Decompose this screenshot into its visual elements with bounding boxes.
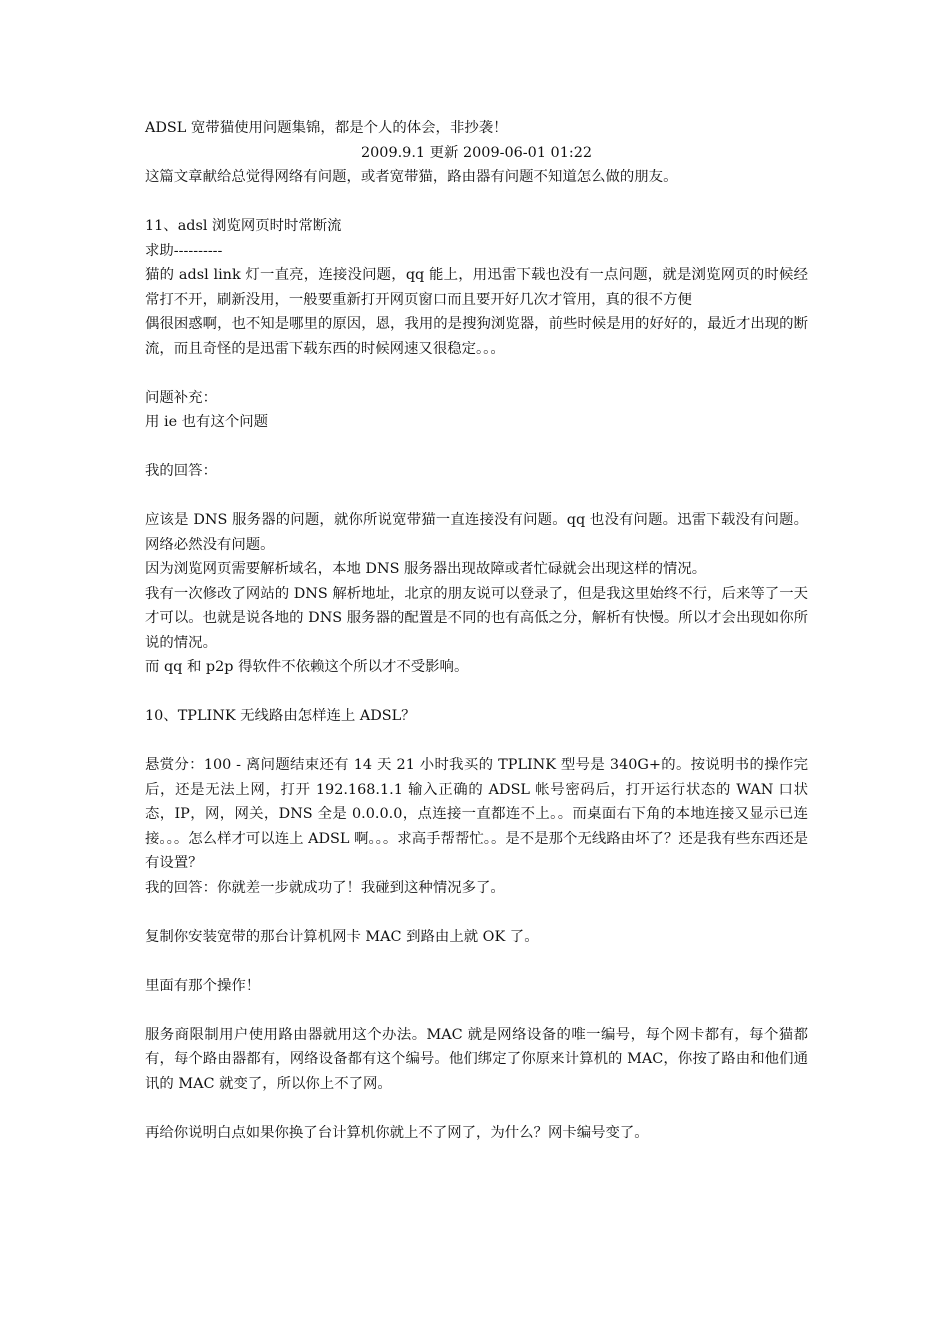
blank-line: [145, 435, 808, 460]
doc-title: ADSL 宽带猫使用问题集锦，都是个人的体会，非抄袭！: [145, 120, 508, 136]
q10-answer-intro: 我的回答：你就差一步就成功了！我碰到这种情况多了。: [145, 879, 505, 896]
q11-help: 求助----------: [145, 242, 223, 259]
blank-line: [145, 949, 808, 974]
q11-question-paragraph-1: 猫的 adsl link 灯一直亮，连接没问题，qq 能上，用迅雷下载也没有一点问题，就是浏览网页的时候经常打不开，刷新没用，一般要重新打开网页窗口而且要开好几次才管用，真的很不方便: [145, 267, 808, 308]
q11-answer-paragraph-4: 而 qq 和 p2p 得软件不依赖这个所以才不受影响。: [145, 659, 469, 675]
q10-heading: 10、TPLINK 无线路由怎样连上 ADSL？: [145, 708, 416, 724]
blank-line: [145, 998, 808, 1023]
blank-line: [145, 484, 808, 509]
q11-answer-paragraph-2: 因为浏览网页需要解析域名，本地 DNS 服务器出现故障或者忙碌就会出现这样的情况。: [145, 561, 707, 577]
blank-line: [145, 190, 808, 215]
blank-line: [145, 361, 808, 386]
q10-answer-paragraph-2: 里面有那个操作！: [145, 977, 261, 994]
doc-intro: 这篇文章献给总觉得网络有问题，或者宽带猫，路由器有问题不知道怎么做的朋友。: [145, 169, 678, 185]
blank-line: [145, 729, 808, 754]
q11-supplement-label: 问题补充：: [145, 389, 217, 406]
q11-supplement: 用 ie 也有这个问题: [145, 414, 269, 430]
q11-question-paragraph-2: 偶很困惑啊，也不知是哪里的原因，恩，我用的是搜狗浏览器，前些时候是用的好好的，最近才出现的断流，而且奇怪的是迅雷下载东西的时候网速又很稳定。。。: [145, 316, 808, 357]
document-page: [145, 116, 808, 1145]
q10-question-paragraph: 悬赏分：100 - 离问题结束还有 14 天 21 小时我买的 TPLINK 型号是 340G+的。按说明书的操作完后，还是无法上网，打开 192.168.1.1 输入正确的 ADSL 帐号密码后，打开运行状态的 WAN 口状态，IP，网，网关，DNS 全是 0.0.0.0，点连接一直都连不上。。而桌面右下角的本地连接又显示已连接。。。怎么样才可以连上 ADSL 啊。。。求高手帮帮忙。。是不是那个无线路由坏了？还是我有些东西还是有设置？: [145, 757, 808, 871]
q11-answer-paragraph-3: 我有一次修改了网站的 DNS 解析地址，北京的朋友说可以登录了，但是我这里始终不行，后来等了一天才可以。也就是说各地的 DNS 服务器的配置是不同的也有高低之分，解析有快慢。所以才会出现如你所说的情况。: [145, 585, 808, 651]
blank-line: [145, 1096, 808, 1121]
blank-line: [145, 900, 808, 925]
q10-answer-paragraph-4: 再给你说明白点如果你换了台计算机你就上不了网了，为什么？网卡编号变了。: [145, 1124, 649, 1141]
blank-line: [145, 680, 808, 705]
doc-date: 2009.9.1 更新 2009-06-01 01:22: [360, 144, 593, 161]
q10-answer-paragraph-1: 复制你安装宽带的那台计算机网卡 MAC 到路由上就 OK 了。: [145, 928, 539, 945]
q10-answer-paragraph-3: 服务商限制用户使用路由器就用这个办法。MAC 就是网络设备的唯一编号，每个网卡都有，每个猫都有，每个路由器都有，网络设备都有这个编号。他们绑定了你原来计算机的 MAC，你按了路由和他们通讯的 MAC 就变了，所以你上不了网。: [145, 1026, 808, 1092]
q11-answer-label: 我的回答：: [145, 463, 217, 479]
q11-answer-paragraph-1: 应该是 DNS 服务器的问题，就你所说宽带猫一直连接没有问题。qq 也没有问题。迅雷下载没有问题。网络必然没有问题。: [145, 512, 808, 553]
q11-heading: 11、adsl 浏览网页时时常断流: [145, 218, 342, 234]
